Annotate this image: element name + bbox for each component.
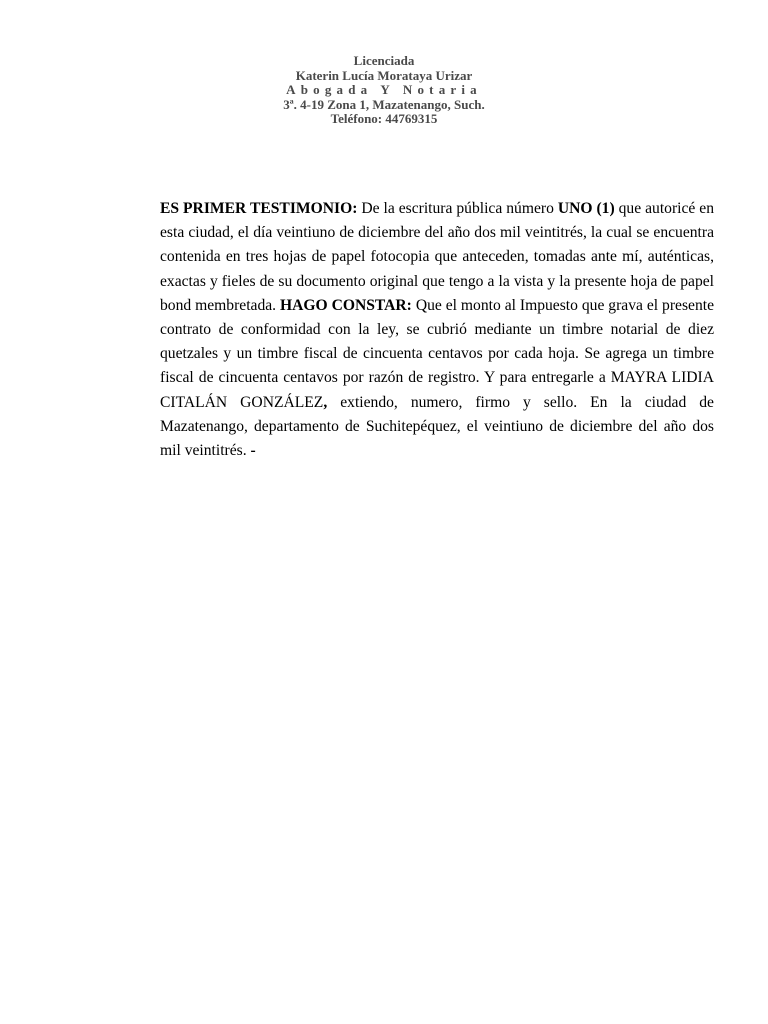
testimony-paragraph — [160, 197, 714, 463]
hago-constar-heading: HAGO CONSTAR: — [280, 296, 412, 314]
closing-dash: - — [250, 442, 256, 460]
testimony-text-2: que autoricé en esta ciudad, el día veintiuno de diciembre del año dos mil veintitrés, la cual se encuentra contenida en tres hojas de papel fotocopia que anteceden, tomadas ante mí, auténticas, exactas y fieles de su documento original que tengo a la vista y la presente hoja de papel bond membretada. — [160, 200, 714, 314]
letterhead-phone: Teléfono: 44769315 — [330, 111, 438, 126]
testimony-text-4: extiendo, numero, firmo y sello. En la ciudad de Mazatenango, departamento de Suchitepéquez, el veintiuno de diciembre del año dos mil veintitrés. — [160, 393, 714, 460]
testimony-heading: ES PRIMER TESTIMONIO: — [160, 200, 358, 217]
testimony-text-3: Que el monto al Impuesto que grava el presente contrato de conformidad con la ley, se cubrió mediante un timbre notarial de diez quetzales y un timbre fiscal de cincuenta centavos por cada hoja. Se agrega un timbre fiscal de cincuenta centavos por razón de registro. Y para entregarle a MAYRA LIDIA CITALÁN GONZÁLEZ — [160, 296, 714, 411]
letterhead-address: 3ª. 4-19 Zona 1, Mazatenango, Such. — [283, 96, 485, 112]
letterhead-title: Licenciada — [353, 53, 415, 68]
letterhead-profession: Abogada Y Notaria — [286, 82, 482, 97]
letterhead-name: Katerin Lucía Morataya Urizar — [295, 67, 473, 83]
testimony-text-1: De la escritura pública número — [357, 200, 558, 217]
letterhead — [0, 54, 768, 127]
testimony-comma: , — [323, 393, 328, 411]
deed-number: UNO (1) — [557, 200, 615, 217]
